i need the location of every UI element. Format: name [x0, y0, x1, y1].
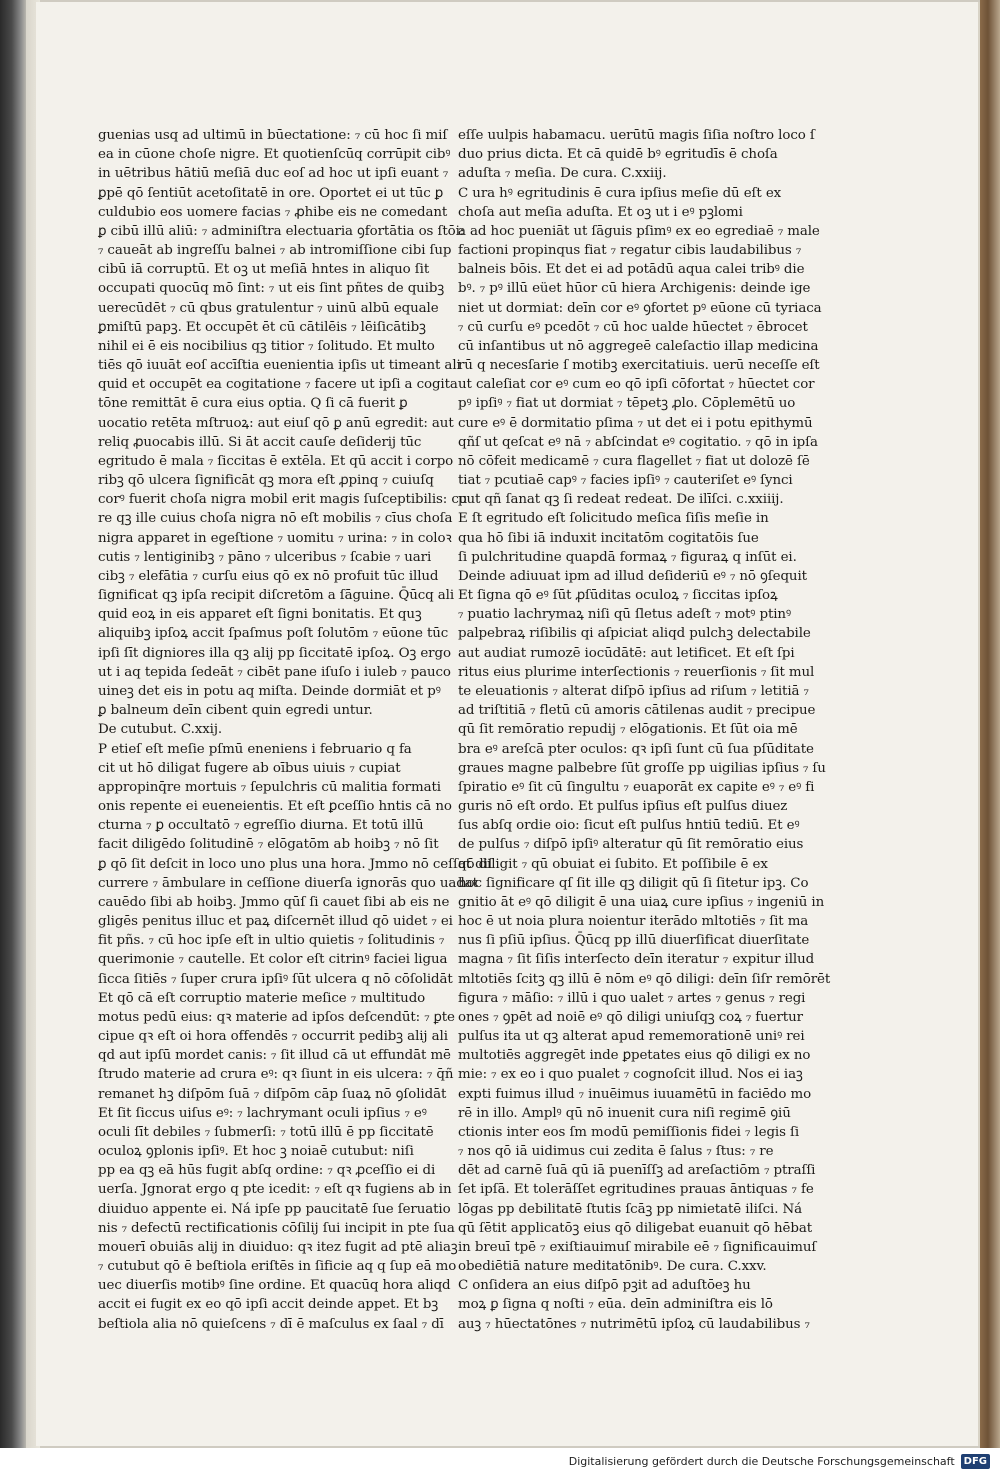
text-line: cit ut hō diligat fugere ab oībus uiuis ₇ cupiat: [98, 760, 401, 776]
text-line: uineꝫ det eis in potu aq miſta. Deinde dormiāt et pꝰ: [98, 683, 441, 699]
text-line: nō cōfeit medicamē ₇ cura flagellet ₇ fiat ut dolozē ſē: [458, 453, 810, 469]
text-line: uec diuerſis motibꝰ ſine ordine. Et quacūq hora aliqd: [98, 1278, 451, 1294]
text-line: cipue qꝛ eſt oi hora offendēs ₇ occurrit pedibꝫ alij ali: [98, 1029, 448, 1045]
text-line: pꝰ ipſiꝰ ₇ fiat ut dormiat ₇ tēpetꝫ ꝓlo. Cōplemētū uo: [458, 396, 796, 412]
text-line: ipſi ſīt digniores illa qꝫ alij pp ſiccitatē ipſoꝝ. Oꝫ ergo: [98, 645, 451, 661]
text-line: motus pedū eius: qꝛ materie ad ipſos deſcendūt: ₇ ꝑte: [98, 1009, 455, 1025]
text-line: cauēdo ſibi ab hoibꝫ. Jmmo qūſ ſi cauet ſibi ab eis ne: [98, 894, 450, 910]
text-line: ut i aq tepida ſedeāt ₇ cibēt pane iſuſo i iuleb ₇ pauco: [98, 664, 451, 680]
text-line: expti fuimus illud ₇ inuēimus iuuamētū in faciēdo mo: [458, 1086, 812, 1102]
text-line: lōgas pp debilitatē ſtutis ſcāꝫ pp nimietatē iliſci. Ná: [458, 1201, 803, 1217]
text-line: guenias usq ad ultimū in būectatione: ₇ cū hoc ſi miſ: [98, 128, 448, 143]
text-line: tōne remittāt ē cura eius optia. Q ſi cā fuerit ꝑ: [98, 396, 408, 412]
text-line: aliquibꝫ ipſoꝝ accit ſpaſmus poſt ſolutōm ₇ eūone tūc: [98, 626, 449, 642]
text-line: ₇ puatio lachrymaꝝ niſi qū ſletus adeſt ₇ motꝰ ptinꝰ: [458, 607, 791, 623]
text-line: eſſe uulpis habamacu. uerūtū magis ſiſia noſtro loco ſ: [458, 128, 815, 143]
text-line: culdubio eos uomere facias ₇ ꝓhibe eis ne comedant: [98, 204, 448, 220]
text-line: nus ſi pſiū ipſius. Q̄ūcq pp illū diuerſificat diuerſitate: [458, 933, 810, 949]
text-line: mltotiēs ſcitꝫ qꝫ illū ē nōm eꝰ qō diligi: deīn ſiſr remōrēt: [458, 971, 831, 987]
text-line: niet ut dormiat: deīn cor eꝰ ꝯfortet pꝰ eūone cū tyriaca: [458, 300, 822, 316]
text-line: E ſt egritudo eſt ſolicitudo meſica ſiſis meſie in: [458, 511, 769, 527]
text-line: cibꝫ ₇ elefātia ₇ curſu eius qō ex nō profuit tūc illud: [98, 568, 439, 584]
text-line: beſtiola alia nō quieſcens ₇ dī ē maſculus ex ſaal ₇ dī: [98, 1316, 444, 1332]
text-line: dēt ad carnē ſuā qū iā puenīſſꝫ ad areſactiōm ₇ ptraſſi: [458, 1163, 816, 1179]
text-line: choſa aut meſia aduſta. Et oꝫ ut i eꝰ pꝫlomi: [458, 204, 743, 220]
text-line: ea in cūone choſe nigre. Et quotienſcūq corrūpit cibꝰ: [98, 147, 451, 163]
text-line: reliq ꝓuocabis illū. Si āt accit cauſe deſiderij tūc: [98, 434, 422, 450]
text-line: ctionis inter eos ſm modū pemiſſionis fidei ₇ legis ſi: [458, 1124, 800, 1140]
text-line: quid et occupēt ea cogitatione ₇ facere ut ipſi a cogita: [98, 377, 458, 393]
text-line: ꝑpē qō ſentiūt acetoſitatē in ore. Oportet ei ut tūc ꝑ: [98, 185, 444, 201]
text-line: ₇ caueāt ab ingreſſu balnei ₇ ab intromiſſione cibi ſup: [98, 243, 452, 259]
text-line: Deinde adiuuat ipm ad illud deſideriū eꝰ ₇ nō ꝯſequit: [458, 568, 807, 584]
text-line: corꝰ fuerit choſa nigra mobil erit magis ſuſceptibilis: cu: [98, 492, 468, 508]
text-line: accit ei fugit ex eo qō ipſi accit deinde appet. Et bꝫ: [98, 1297, 439, 1313]
text-line: ſicca ſitiēs ₇ ſuper crura ipſiꝰ ſūt ulcera q nō cōſolidāt: [98, 971, 453, 987]
text-line: ₇ nos qō iā uidimus cui zedita ē ſalus ₇ ſtus: ₇ re: [458, 1144, 774, 1160]
text-line: de pulſus ₇ diſpō ipſiꝰ alteratur qū ſit remōratio eius: [458, 837, 804, 853]
text-line: uerecūdēt ₇ cū qbus gratulentur ₇ uinū albū equale: [98, 300, 439, 316]
text-line: hoc ſignificare qſ ſit ille qꝫ diligit qū ſi ſitetur ipꝫ. Co: [458, 875, 809, 891]
text-line: appropinq̄re mortuis ₇ ſepulchris cū malitia formati: [98, 779, 441, 795]
text-line: C ura hꝰ egritudinis ē cura ipſius meſie dū eſt ex: [458, 185, 782, 201]
text-line: ones ₇ ꝯpēt ad noiē eꝰ qō diligi uniuſqꝫ coꝝ ₇ fuertur: [458, 1009, 803, 1025]
text-line: qua hō ſibi iā induxit incitatōm cogitatōis ſue: [458, 530, 759, 546]
text-line: qō diligit ₇ qū obuiat ei ſubito. Et poſſibile ē ex: [458, 856, 768, 872]
text-line: oculoꝝ ꝯplonis ipſiꝰ. Et hoc ꝫ noiaē cutubut: niſi: [98, 1144, 414, 1160]
text-line: cibū iā corruptū. Et oꝫ ut meſiā hntes in aliquo ſit: [98, 262, 430, 278]
text-line: Et ſigna qō eꝰ ſūt ꝓſūditas oculoꝝ ₇ ſiccitas ipſoꝝ: [458, 588, 778, 604]
text-line: aduſta ₇ meſia. De cura. C.xxiij.: [458, 166, 667, 182]
text-line: oculi ſīt debiles ₇ ſubmerſi: ₇ totū illū ē pp ſiccitatē: [98, 1124, 434, 1140]
text-line: auꝫ ₇ hūectatōnes ₇ nutrimētū ipſoꝝ cū laudabilibus ₇: [458, 1316, 810, 1332]
text-line: gnitio āt eꝰ qō diligit ē una uiaꝝ cure ipſius ₇ ingeniū in: [458, 894, 825, 910]
text-line: re qꝫ ille cuius choſa nigra nō eſt mobilis ₇ cīus choſa: [98, 511, 453, 527]
text-line: pulſus ita ut qꝫ alterat apud rememorationē uniꝰ rei: [458, 1029, 805, 1045]
text-line: bra eꝰ areſcā pter oculos: qꝛ ipſi ſunt cū ſua pſūditate: [458, 741, 814, 757]
text-line: duo prius dicta. Et cā quidē bꝰ egritudīs ē choſa: [458, 147, 778, 163]
text-line: ad triſtitiā ₇ fletū cū amoris cātilenas audit ₇ precipue: [458, 703, 816, 719]
text-line: remanet hꝫ diſpōm ſuā ₇ diſpōm cāp ſuaꝝ nō ꝯſolidāt: [98, 1086, 447, 1102]
text-line: qñſ ut qeſcat eꝰ nā ₇ abſcindat eꝰ cogitatio. ₇ qō in ipſa: [458, 434, 818, 450]
text-line: ſet ipſā. Et tolerāſſet egritudines prauas āntiquas ₇ fe: [458, 1182, 814, 1198]
text-line: figura ₇ māſio: ₇ illū i quo ualet ₇ artes ₇ genus ₇ regi: [458, 990, 806, 1006]
text-line: qū ſit remōratio repudij ₇ elōgationis. Et ſūt oia mē: [458, 722, 798, 738]
text-line: cutis ₇ lentiginibꝫ ₇ pāno ₇ ulceribus ₇ ſcabie ₇ uari: [98, 549, 432, 565]
text-line: ſpiratio eꝰ ſit cū ſingultu ₇ euaporāt ex capite eꝰ ₇ eꝰ fi: [458, 779, 815, 795]
text-line: uerſa. Jgnorat ergo q pte icedit: ₇ eſt qꝛ fugiens ab in: [98, 1182, 452, 1198]
text-line: C onſidera an eius diſpō pꝫit ad aduſtōeꝫ hu: [458, 1278, 751, 1294]
text-line: ſi pulchritudine quapdā formaꝝ ₇ figuraꝝ q inſūt ei.: [458, 549, 797, 565]
text-line: ꝑmiſtū papꝫ. Et occupēt ēt cū cātilēis ₇ lēiſicātibꝫ: [98, 319, 426, 335]
text-line: ut caleſiat cor eꝰ cum eo qō ipſi cōfortat ₇ hūectet cor: [458, 377, 815, 393]
text-line: egritudo ē mala ₇ ſiccitas ē extēla. Et qū accit i corpo: [98, 453, 454, 469]
text-line: obediētiā nature meditatōnibꝰ. De cura. C.xxv.: [458, 1259, 767, 1275]
text-line: te eleuationis ₇ alterat diſpō ipſius ad riſum ₇ letitiā ₇: [458, 683, 809, 699]
text-line: querimonie ₇ cautelle. Et color eſt citrinꝰ faciei ligua: [98, 952, 448, 968]
text-line: tiat ₇ pcutiaē capꝰ ₇ facies ipſiꝰ ₇ cauteriſet eꝰ ſynci: [458, 473, 793, 489]
page-edge-right: [980, 0, 1000, 1448]
text-line: ſus abſq ordie oio: ſicut eſt pulſus hntiū tediū. Et eꝰ: [458, 818, 800, 834]
text-line: qū ſētit applicatōꝫ eius qō diligebat euanuit qō hēbat: [458, 1220, 812, 1236]
text-line: nihil ei ē eis nocibilius qꝫ titior ₇ ſolitudo. Et multo: [98, 338, 435, 354]
text-line: cure eꝰ ē dormitatio pſima ₇ ut det ei i potu epithymū: [458, 415, 813, 431]
text-line: hoc ē ut noia plura noientur iterādo mltotiēs ₇ ſit ma: [458, 914, 809, 930]
text-line: guris nō eſt ordo. Et pulſus ipſius eſt pulſus diuez: [458, 799, 788, 815]
text-line: currere ₇ āmbulare in ceſſione diuerſa ignorās quo uadat: [98, 875, 478, 891]
book-spine: [0, 0, 26, 1448]
text-line: occupati quocūq mō ſint: ₇ ut eis ſint pñtes de quibꝫ: [98, 281, 445, 297]
dfg-logo-icon: DFG: [961, 1454, 990, 1469]
text-line: palpebraꝝ riſibilis qi aſpiciat aliqd pulchꝫ delectabile: [458, 626, 811, 642]
text-line: mouerī obuiās alij in diuiduo: qꝛ itez fugit ad ptē aliaꝫ: [98, 1239, 458, 1255]
text-line: nigra apparet in egeſtione ₇ uomitu ₇ urina: ₇ in coloꝛ: [98, 530, 452, 546]
text-line: moꝝ ꝑ ſigna q noſti ₇ eūa. deīn adminiſtra eis lō: [458, 1297, 773, 1313]
text-line: mie: ₇ ex eo i quo pualet ₇ cognoſcit illud. Nos ei iaꝫ: [458, 1067, 803, 1083]
text-line: gligēs penitus illuc et paꝝ diſcernēt illud qō uidet ₇ ei: [98, 914, 453, 930]
text-line: nis ₇ defectū rectificationis cōſilij ſui incipit in pte ſua: [98, 1220, 455, 1236]
text-line: multotiēs aggregēt inde ꝑpetates eius qō diligi ex no: [458, 1048, 811, 1064]
text-line: ꝑ balneum deīn cibent quin egredi untur.: [98, 703, 373, 719]
text-line: in breuī tpē ₇ exiſtiauimuſ mirabile eē ₇ ſignificauimuſ: [458, 1239, 817, 1255]
text-line: ₇ cutubut qō ē beſtiola eriſtēs in ſificie aq q ſup eā mo: [98, 1259, 457, 1275]
text-line: tiēs qō iuuāt eoſ accīſtia euenientia ipſis ut timeant ali: [98, 358, 461, 374]
text-line: onis repente ei eueneientis. Et eſt ꝑceſſio hntis cā no: [98, 799, 452, 815]
text-line: cū inſantibus ut nō aggregeē caleſactio illap medicina: [458, 338, 819, 354]
text-line: balneis bōis. Et det ei ad potādū aqua calei tribꝰ die: [458, 262, 805, 278]
text-line: qd aut ipſū mordet canis: ₇ ſit illud cā ut effundāt mē: [98, 1048, 451, 1064]
text-line: fit pñs. ₇ cū hoc ipſe eſt in ultio quietis ₇ ſolitudinis ₇: [98, 933, 445, 949]
text-line: graues magne palbebre ſūt groſſe pp uigilias ipſius ₇ ſu: [458, 760, 826, 776]
text-line: ritus eius plurime interſectionis ₇ reuerſionis ₇ ſit mul: [458, 664, 815, 680]
text-line: rē in illo. Amplꝰ qū nō inuenit cura niſi regimē ꝯiū: [458, 1105, 791, 1121]
footer-credit: Digitalisierung gefördert durch die Deutsche Forschungsgemeinschaft: [568, 1455, 955, 1468]
text-line: put qñ ſanat qꝫ ſi redeat redeat. De ilīſci. c.xxiiij.: [458, 492, 784, 508]
text-line: magna ₇ ſit ſiſis interſecto deīn iteratur ₇ expitur illud: [458, 952, 815, 968]
text-column-right: [458, 126, 831, 1334]
text-line: pp ea qꝫ eā hūs fugit abſq ordine: ₇ qꝛ ꝓceſſio ei di: [98, 1163, 436, 1179]
text-line: De cutubut. C.xxij.: [98, 722, 223, 738]
text-line: Et ſit ſiccus uiſus eꝰ: ₇ lachrymant oculi ipſius ₇ eꝰ: [98, 1105, 427, 1121]
text-line: in uētribus hātiū meſiā duc eoſ ad hoc ut ipſi euant ₇: [98, 166, 449, 182]
text-line: a ad hoc pueniāt ut ſāguis pſimꝰ ex eo egrediaē ₇ male: [458, 223, 820, 239]
text-line: rū q necesſarie ſ motibꝫ exercitatiuis. uerū neceſſe eſt: [458, 358, 820, 374]
text-line: ꝑ cibū illū aliū: ₇ adminiſtra electuaria ꝯfortātia os ſtōi:: [98, 223, 465, 239]
text-line: aut audiat rumozē iocūdātē: aut letificet. Et eſt ſpi: [458, 645, 795, 661]
text-line: cturna ₇ ꝑ occultatō ₇ egreſſio diurna. Et totū illū: [98, 818, 424, 834]
text-line: uocatio retēta mſtruoꝝ: aut eiuſ qō ꝑ anū egredit: aut: [98, 415, 454, 431]
text-line: quid eoꝝ in eis apparet eſt ſigni bonitatis. Et quꝫ: [98, 607, 422, 623]
text-line: P etieſ eſt meſie pſmū eneniens i februario q fa: [98, 741, 412, 757]
text-line: ſignificat qꝫ ipſa recipit diſcretōm a ſāguine. Q̄ūcq ali: [98, 588, 455, 604]
text-line: ſtrudo materie ad crura eꝰ: qꝛ ſiunt in eis ulcera: ₇ q̄ñ: [98, 1067, 454, 1083]
text-column-left: [98, 126, 493, 1334]
text-line: facit diligēdo ſolitudinē ₇ elōgatōm ab hoibꝫ ₇ nō ſit: [98, 837, 439, 853]
text-line: Et qō cā eſt corruptio materie meſice ₇ multitudo: [98, 990, 426, 1006]
text-line: ₇ cū curſu eꝰ pcedōt ₇ cū hoc ualde hūectet ₇ ēbrocet: [458, 319, 808, 335]
text-line: ribꝫ qō ulcera ſignificāt qꝫ mora eſt ꝓpinq ₇ cuiuſq: [98, 473, 434, 489]
text-line: ꝑ qō ſit deſcit in loco uno plus una hora. Jmmo nō ceſſat diſ: [98, 856, 493, 872]
text-line: bꝰ. ₇ pꝰ illū eüet hūor cū hiera Archigenis: deinde ige: [458, 281, 811, 297]
text-line: factioni propinqus fiat ₇ regatur cibis laudabilibus ₇: [458, 243, 802, 259]
text-line: diuiduo appente ei. Ná ipſe pp paucitatē ſue ſeruatio: [98, 1201, 451, 1217]
footer-bar: [0, 1448, 1000, 1475]
